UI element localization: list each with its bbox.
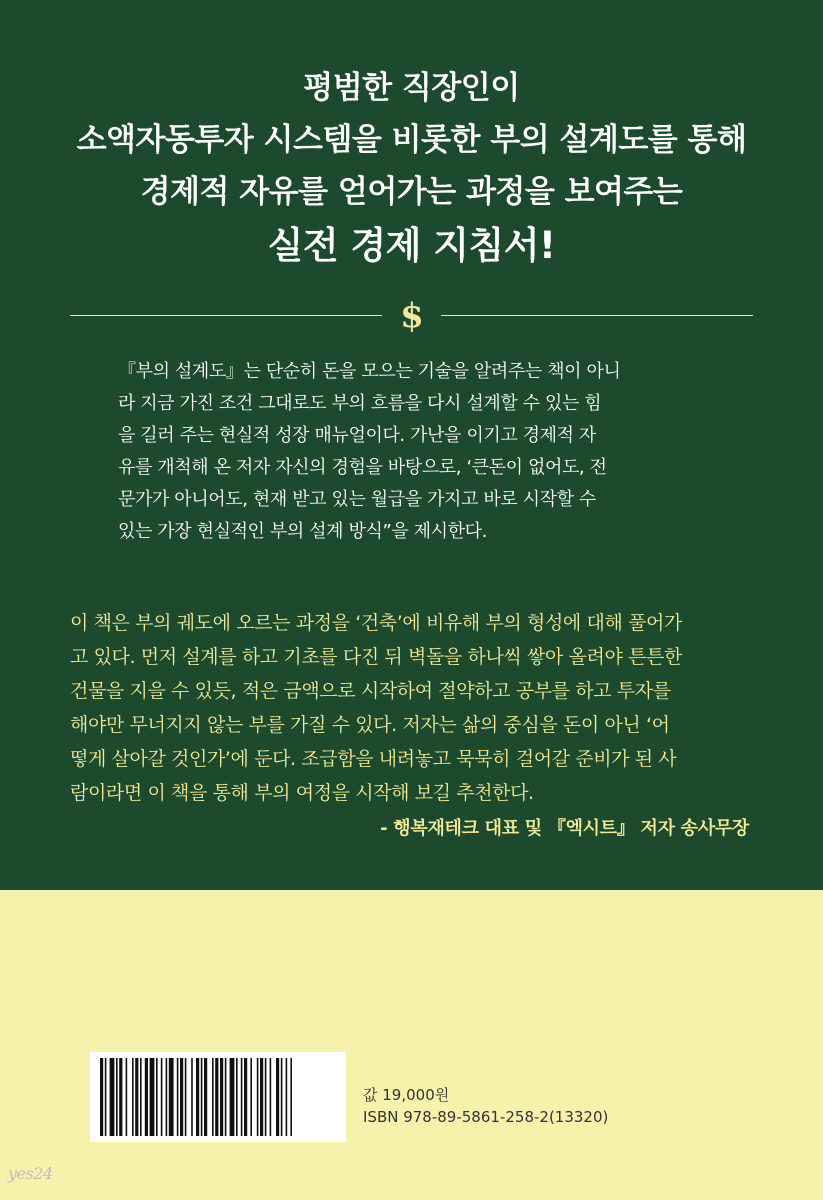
ornament-divider: [70, 296, 753, 336]
watermark-logo: yes24: [8, 1164, 53, 1183]
endorsement-attribution: - 행복재테크 대표 및 『엑시트』 저자 송사무장: [380, 818, 749, 839]
headline-title: 실전 경제 지침서!: [267, 224, 556, 267]
dollar-icon: $: [400, 296, 424, 336]
paragraph-line: 람이라면 이 책을 통해 부의 여정을 시작해 보길 추천한다.: [70, 782, 534, 804]
paragraph-line: 고 있다. 먼저 설계를 하고 기초를 다진 뒤 벽돌을 하나씩 쌓아 올려야 튼튼한: [70, 646, 682, 668]
paragraph-line: 을 길러 주는 현실적 성장 매뉴얼이다. 가난을 이기고 경제적 자: [118, 425, 596, 446]
headline-line: 소액자동투자 시스템을 비롯한 부의 설계도를 통해: [76, 122, 747, 158]
yellow-panel: [0, 890, 823, 1200]
paragraph-line: 유를 개척해 온 저자 자신의 경험을 바탕으로, ‘큰돈이 없어도, 전: [118, 457, 607, 478]
headline: [0, 62, 823, 274]
price-block: [363, 1084, 608, 1128]
price-label: 값 19,000원: [363, 1086, 450, 1104]
barcode: [90, 1052, 346, 1142]
paragraph-line: 라 지금 가진 조건 그대로도 부의 흐름을 다시 설계할 수 있는 힘: [118, 393, 602, 414]
headline-line: 평범한 직장인이: [303, 70, 520, 106]
divider-line-left: [70, 315, 382, 316]
headline-line: 경제적 자유를 얻어가는 과정을 보여주는: [140, 174, 683, 210]
paragraph-line: 건물을 지을 수 있듯, 적은 금액으로 시작하여 절약하고 공부를 하고 투자를: [70, 680, 671, 702]
barcode-graphic: [90, 1052, 346, 1142]
paragraph-line: 문가가 아니어도, 현재 받고 있는 월급을 가지고 바로 시작할 수: [118, 489, 596, 510]
paragraph-line: 이 책은 부의 궤도에 오르는 과정을 ‘건축’에 비유해 부의 형성에 대해 풀어가: [70, 612, 682, 634]
isbn-label: ISBN 978-89-5861-258-2(13320): [363, 1108, 609, 1126]
paragraph-line: 해야만 무너지지 않는 부를 가질 수 있다. 저자는 삶의 중심을 돈이 아닌 ‘어: [70, 714, 670, 736]
paragraph-line: 떻게 살아갈 것인가’에 둔다. 조급함을 내려놓고 묵묵히 걸어갈 준비가 된 사: [70, 748, 677, 770]
description-paragraph: [118, 356, 708, 548]
paragraph-line: 『부의 설계도』는 단순히 돈을 모으는 기술을 알려주는 책이 아니: [118, 361, 621, 382]
divider-line-right: [441, 315, 753, 316]
endorsement-paragraph: [70, 606, 760, 810]
paragraph-line: 있는 가장 현실적인 부의 설계 방식”을 제시한다.: [118, 521, 487, 542]
